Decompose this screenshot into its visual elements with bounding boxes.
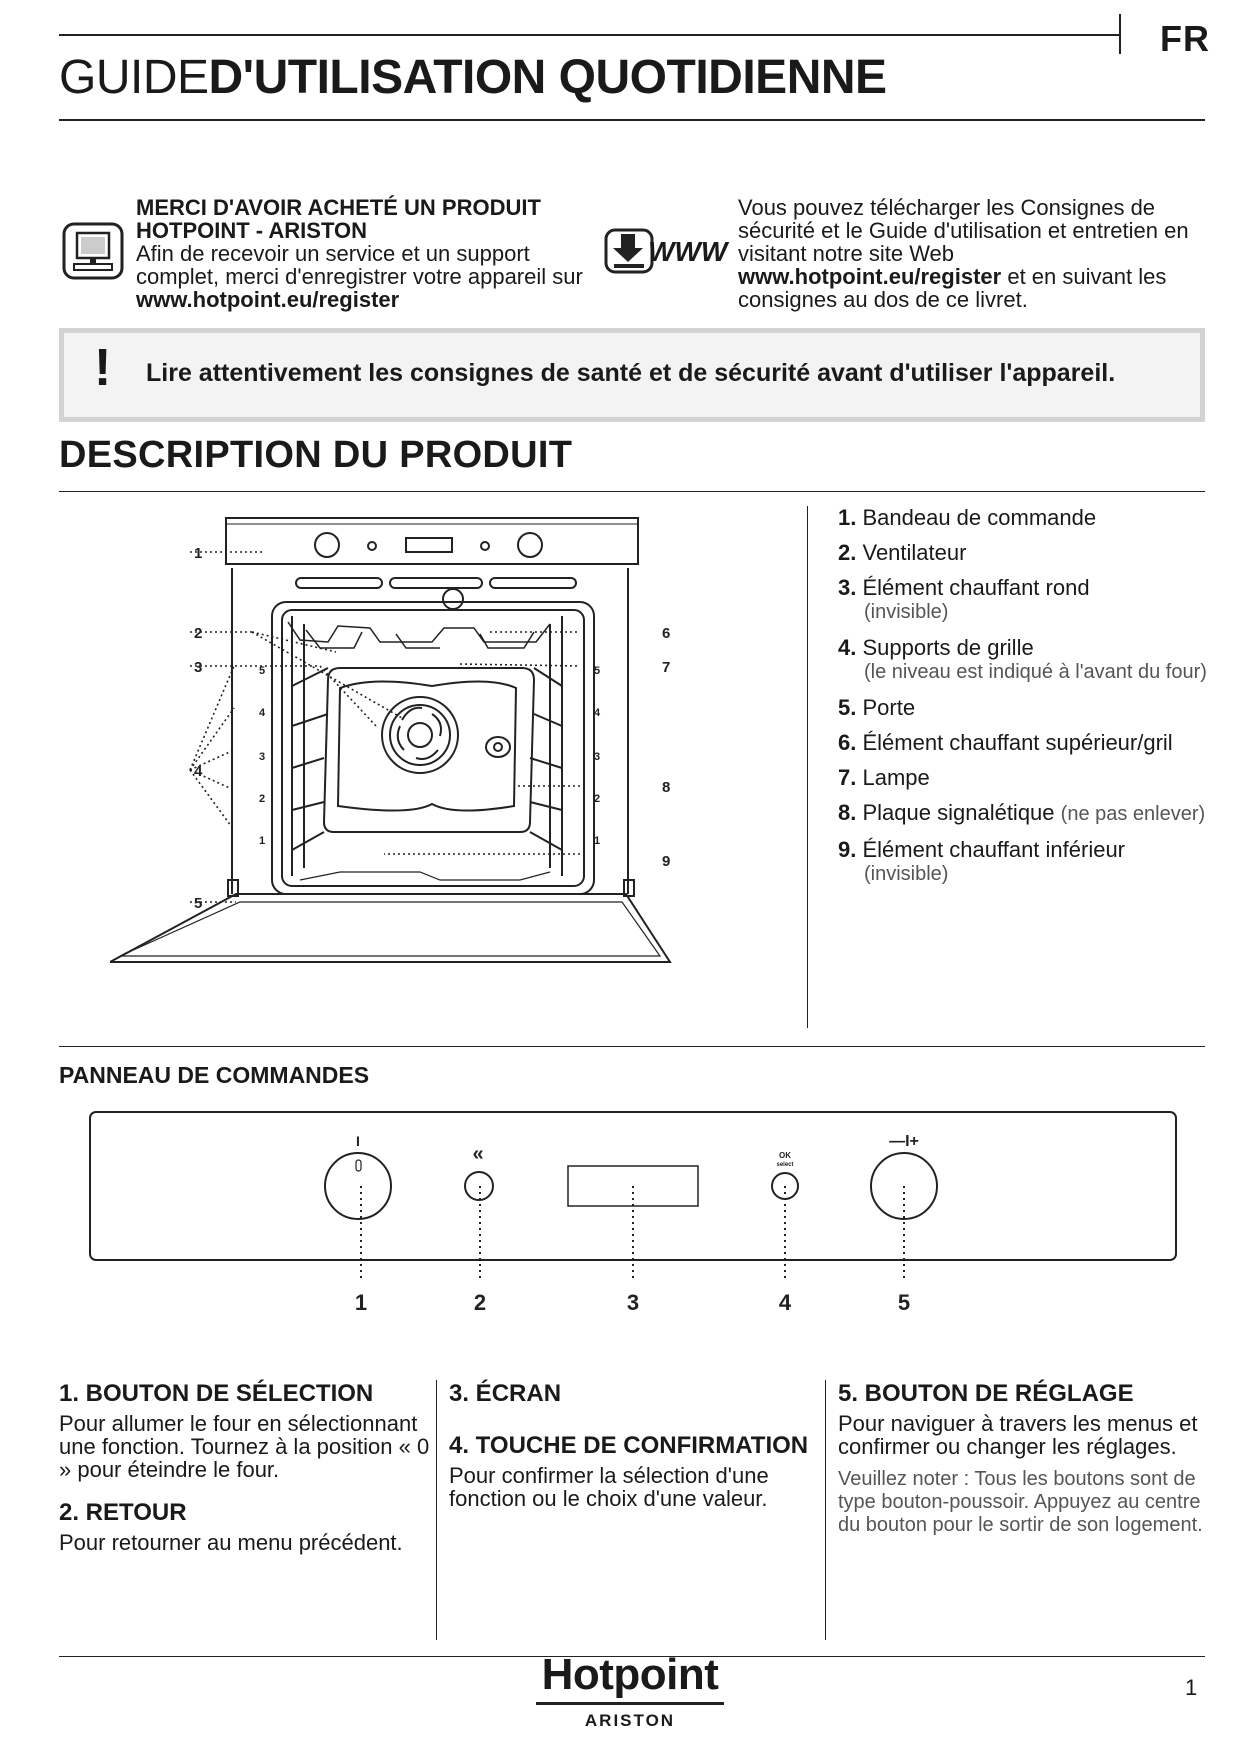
rack-level-left-1: 1 [259, 835, 266, 847]
rack-level-right-3: 3 [594, 751, 601, 763]
computer-icon [62, 222, 124, 280]
oven-callout-2: 2 [194, 625, 203, 642]
oven-control-band [226, 518, 638, 564]
column-divider-2 [825, 1380, 826, 1640]
product-parts-list [838, 506, 1218, 898]
title-bold: D'UTILISATION QUOTIDIENNE [208, 51, 887, 104]
panel-callout-4: 4 [778, 1290, 792, 1315]
oven-cavity-frame [272, 602, 594, 894]
brand-underline [536, 1702, 724, 1705]
oven-callout-5: 5 [194, 895, 203, 912]
section-title-description: DESCRIPTION DU PRODUIT [59, 434, 573, 476]
description-rule [59, 491, 1205, 492]
list-item: 7. Lampe [838, 765, 930, 790]
ok-symbol: OK [779, 1151, 791, 1160]
warning-text: Lire attentivement les consignes de santé et de sécurité avant d'utiliser l'appareil. [146, 359, 1116, 387]
rack-level-right-2: 2 [594, 793, 601, 805]
heading-adjust-knob: 5. BOUTON DE RÉGLAGE [838, 1380, 1134, 1407]
panel-callout-2: 2 [473, 1290, 487, 1315]
adjust-symbol: —I+ [889, 1133, 919, 1150]
panel-rule [59, 1046, 1205, 1047]
download-body-1: Vous pouvez télécharger les Consignes de sécurité et le Guide d'utilisation et entretien en visitant notre site Web [738, 195, 1189, 266]
selector-symbol: I [356, 1133, 360, 1149]
thanks-heading-2: HOTPOINT - ARISTON [136, 218, 367, 243]
oven-selector-knob [315, 533, 339, 557]
oven-callout-8: 8 [662, 779, 671, 796]
oven-callout-1: 1 [194, 545, 203, 562]
brand-logo [480, 1652, 780, 1731]
column-screen-confirm [449, 1380, 819, 1528]
control-panel-diagram [88, 1110, 1180, 1320]
oven-diagram [110, 510, 770, 990]
heading-confirm: 4. TOUCHE DE CONFIRMATION [449, 1432, 809, 1459]
back-symbol: « [472, 1143, 484, 1165]
thanks-url-link[interactable]: www.hotpoint.eu/register [136, 287, 400, 312]
list-item: 4. Supports de grille (le niveau est indiqué à l'avant du four) [838, 635, 1207, 683]
www-label: WWW [648, 236, 728, 267]
list-item: 5. Porte [838, 695, 916, 720]
text-selector-knob: Pour allumer le four en sélectionnant une fonction. Tournez à la position « 0 » pour éteindre le four. [59, 1411, 430, 1482]
text-back: Pour retourner au menu précédent. [59, 1530, 403, 1555]
list-item: 6. Élément chauffant supérieur/gril [838, 730, 1173, 755]
note-push-buttons: Veuillez noter : Tous les boutons sont de type bouton-poussoir. Appuyez au centre du bouton pour le sortir de son logement. [838, 1468, 1203, 1536]
section-title-control-panel: PANNEAU DE COMMANDES [59, 1062, 370, 1088]
title-light: GUIDE [59, 51, 209, 104]
text-adjust-knob: Pour naviguer à travers les menus et confirmer ou changer les réglages. [838, 1411, 1198, 1459]
rack-level-right-4: 4 [594, 707, 601, 719]
page-title [59, 48, 887, 108]
header-top-rule [59, 34, 1119, 36]
oven-lamp [443, 589, 463, 609]
rack-level-right-5: 5 [594, 665, 601, 677]
page-number: 1 [1185, 1675, 1198, 1700]
oven-callout-7: 7 [662, 659, 671, 676]
download-body-2: et en suivant les consignes au dos de ce livret. [738, 264, 1167, 312]
column-selector-back [59, 1380, 439, 1572]
header-tick [1119, 14, 1121, 54]
heading-selector-knob: 1. BOUTON DE SÉLECTION [59, 1380, 374, 1407]
oven-callout-9: 9 [662, 853, 671, 870]
rack-level-left-5: 5 [259, 665, 266, 677]
language-code: FR [1160, 18, 1210, 59]
oven-display [406, 538, 452, 552]
text-confirm: Pour confirmer la sélection d'une fonction ou le choix d'une valeur. [449, 1463, 769, 1511]
heading-back: 2. RETOUR [59, 1499, 187, 1526]
heading-screen: 3. ÉCRAN [449, 1380, 562, 1407]
rack-level-left-4: 4 [259, 707, 266, 719]
exclamation-icon: ! [94, 339, 112, 397]
panel-callout-5: 5 [897, 1290, 911, 1315]
download-block [738, 196, 1198, 311]
thanks-body: Afin de recevoir un service et un support complet, merci d'enregistrer votre appareil sur [136, 241, 583, 289]
list-item: 8. Plaque signalétique (ne pas enlever) [838, 800, 1206, 825]
column-adjust [838, 1380, 1208, 1555]
download-url-link[interactable]: www.hotpoint.eu/register [738, 264, 1002, 289]
thanks-heading-1: MERCI D'AVOIR ACHETÉ UN PRODUIT [136, 195, 541, 220]
oven-callout-6: 6 [662, 625, 671, 642]
description-vertical-divider [807, 506, 808, 1028]
list-item: 3. Élément chauffant rond (invisible) [838, 575, 1090, 623]
oven-callout-3: 3 [194, 659, 203, 676]
oven-adjust-knob [518, 533, 542, 557]
panel-callout-1: 1 [354, 1290, 368, 1315]
list-item: 9. Élément chauffant inférieur (invisible) [838, 837, 1126, 885]
rack-level-right-1: 1 [594, 835, 601, 847]
list-item: 2. Ventilateur [838, 540, 967, 565]
brand-sub: ARISTON [584, 1711, 676, 1730]
oven-callout-4: 4 [194, 763, 203, 780]
header-bottom-rule [59, 119, 1205, 121]
list-item: 1. Bandeau de commande [838, 505, 1097, 530]
ok-select-symbol: select [776, 1162, 794, 1168]
panel-callout-3: 3 [626, 1290, 640, 1315]
brand-name: Hotpoint [541, 1650, 719, 1699]
rack-level-left-3: 3 [259, 751, 266, 763]
selector-knob-shape [325, 1153, 391, 1219]
thanks-block [136, 196, 606, 311]
rack-level-left-2: 2 [259, 793, 266, 805]
